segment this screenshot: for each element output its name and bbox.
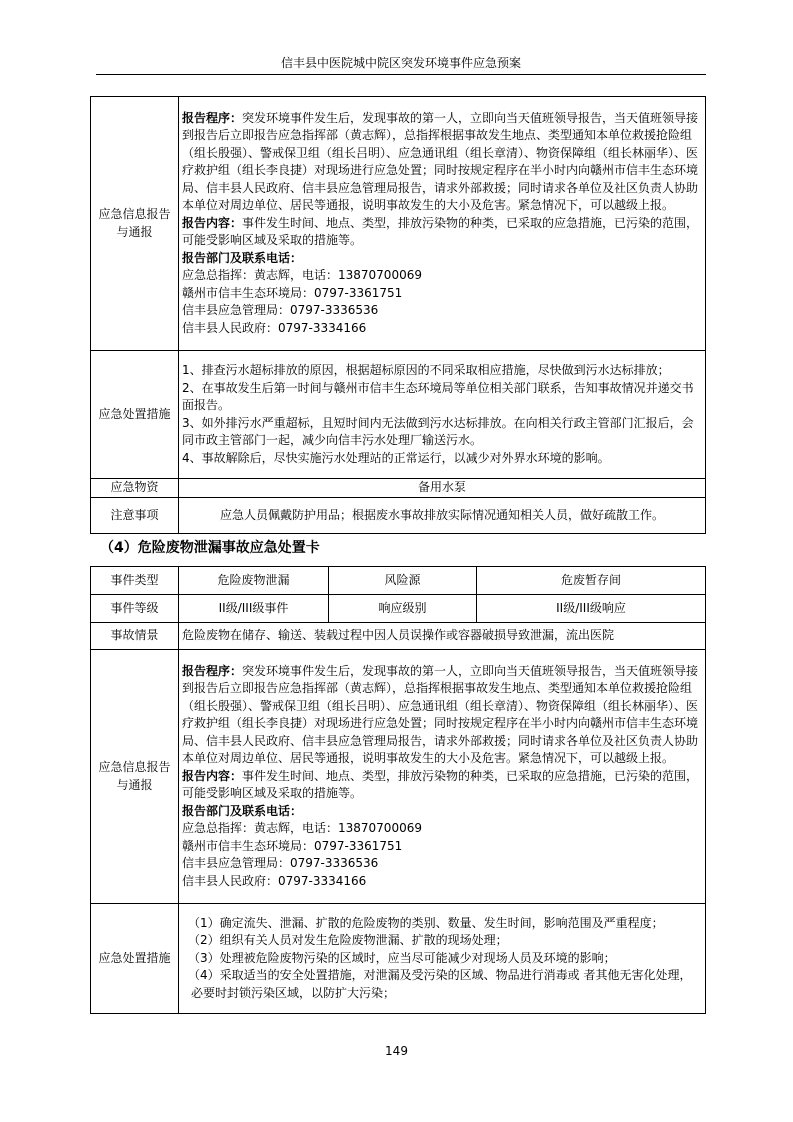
- measures-row: [91, 904, 706, 1014]
- procedure-text: 突发环境事件发生后，发现事故的第一人，立即向当天值班领导报告，当天值班领导接到报告后立即报告应急指挥部（黄志辉），总指挥根据事故发生地点、类型通知本单位救援抢险组（组长殷强）、警戒保卫组（组长吕明）、应急通讯组（组长章清）、物资保障组（组长林丽华）、医疗救护组（组长李良捷）对现场进行应急处置；同时按规定程序在半小时内向赣州市信丰生态环境局、信丰县人民政府、信丰县应急管理局报告，请求外部救援；同时请求各单位及社区负责人协助本单位对周边单位、居民等通报，说明事故发生的大小及危害。紧急情况下，可以越级上报。: [182, 663, 699, 766]
- procedure-paragraph: [182, 110, 702, 215]
- materials-label: 应急物资: [91, 479, 179, 498]
- measure-item: 3、如外排污水严重超标，且短时间内无法做到污水达标排放。在向相关行政主管部门汇报后，会同市政主管部门一起，减少向信丰污水处理厂输送污水。: [182, 415, 694, 447]
- risk-source-label: 风险源: [329, 567, 477, 595]
- notes-label: 注意事项: [91, 498, 179, 534]
- report-content: [179, 97, 706, 351]
- measures-row: [91, 351, 706, 479]
- measures-label: 应急处置措施: [91, 351, 179, 479]
- header-rule: [96, 74, 706, 75]
- notes-value: 应急人员佩戴防护用品；根据废水事故排放实际情况通知相关人员，做好疏散工作。: [179, 498, 706, 534]
- report-row: [91, 97, 706, 351]
- event-level-value: II级/III级事件: [179, 595, 329, 623]
- notes-row: [91, 498, 706, 534]
- scenario-row: [91, 623, 706, 650]
- content-title: 报告内容：: [182, 215, 243, 230]
- scenario-value: 危险废物在储存、输送、装载过程中因人员误操作或容器破损导致泄漏，流出医院: [179, 623, 706, 650]
- event-type-row: [91, 567, 706, 595]
- contact-line: 信丰县应急管理局：0797-3336536: [182, 856, 379, 871]
- hazardous-waste-card-table: [90, 566, 706, 1014]
- content-text: 事件发生时间、地点、类型，排放污染物的种类，已采取的应急措施，已污染的范围，可能受影响区域及采取的措施等。: [182, 215, 699, 248]
- contact-line: 信丰县人民政府：0797-3334166: [182, 320, 367, 335]
- response-level-value: II级/III级响应: [477, 595, 706, 623]
- report-label: 应急信息报告与通报: [91, 97, 179, 351]
- response-level-label: 响应级别: [329, 595, 477, 623]
- procedure-title: 报告程序：: [182, 110, 243, 125]
- wastewater-card-table: [90, 96, 706, 534]
- measure-item: （2）组织有关人员对发生危险废物泄漏、扩散的现场处理；: [188, 933, 508, 948]
- measure-item: （3）处理被危险废物污染的区域时，应当尽可能减少对现场人员及环境的影响；: [188, 950, 616, 965]
- measure-item: （1）确定流失、泄漏、扩散的危险废物的类别、数量、发生时间，影响范围及严重程度；: [188, 915, 664, 930]
- measure-item: 1、排查污水超标排放的原因，根据超标原因的不同采取相应措施，尽快做到污水达标排放；: [182, 363, 670, 377]
- event-type-label: 事件类型: [91, 567, 179, 595]
- content-paragraph: [182, 768, 702, 803]
- report-content: [179, 650, 706, 904]
- event-level-label: 事件等级: [91, 595, 179, 623]
- contact-line: 赣州市信丰生态环境局：0797-3361751: [182, 838, 403, 853]
- report-label: 应急信息报告与通报: [91, 650, 179, 904]
- event-type-value: 危险废物泄漏: [179, 567, 329, 595]
- content-paragraph: [182, 215, 702, 250]
- materials-row: [91, 479, 706, 498]
- contact-line: 信丰县应急管理局：0797-3336536: [182, 303, 379, 318]
- contact-line: 信丰县人民政府：0797-3334166: [182, 873, 367, 888]
- scenario-label: 事故情景: [91, 623, 179, 650]
- procedure-title: 报告程序：: [182, 663, 243, 678]
- dept-title: 报告部门及联系电话：: [182, 803, 303, 818]
- risk-source-value: 危废暂存间: [477, 567, 706, 595]
- report-row: [91, 650, 706, 904]
- measures-label: 应急处置措施: [91, 904, 179, 1014]
- measure-item: 4、事故解除后，尽快实施污水处理站的正常运行，以减少对外界水环境的影响。: [182, 450, 610, 465]
- content-text: 事件发生时间、地点、类型，排放污染物的种类，已采取的应急措施，已污染的范围，可能受影响区域及采取的措施等。: [182, 768, 699, 801]
- measure-item: 2、在事故发生后第一时间与赣州市信丰生态环境局等单位相关部门联系，告知事故情况并递交书面报告。: [182, 380, 694, 412]
- event-level-row: [91, 595, 706, 623]
- page-number: 149: [385, 1044, 408, 1058]
- measures-content: [179, 351, 706, 479]
- measure-item: （4）采取适当的安全处置措施，对泄漏及受污染的区域、物品进行消毒或 者其他无害化处理，必要时封锁污染区域，以防扩大污染；: [188, 968, 692, 1000]
- dept-title: 报告部门及联系电话：: [182, 250, 303, 265]
- procedure-paragraph: [182, 663, 702, 768]
- contact-line: 应急总指挥：黄志辉，电话：13870700069: [182, 268, 422, 283]
- procedure-text: 突发环境事件发生后，发现事故的第一人，立即向当天值班领导报告，当天值班领导接到报告后立即报告应急指挥部（黄志辉），总指挥根据事故发生地点、类型通知本单位救援抢险组（组长殷强）、警戒保卫组（组长吕明）、应急通讯组（组长章清）、物资保障组（组长林丽华）、医疗救护组（组长李良捷）对现场进行应急处置；同时按规定程序在半小时内向赣州市信丰生态环境局、信丰县人民政府、信丰县应急管理局报告，请求外部救援；同时请求各单位及社区负责人协助本单位对周边单位、居民等通报，说明事故发生的大小及危害。紧急情况下，可以越级上报。: [182, 110, 699, 213]
- measures-content: [179, 904, 706, 1014]
- contact-line: 赣州市信丰生态环境局：0797-3361751: [182, 285, 403, 300]
- page-header-title: 信丰县中医院城中院区突发环境事件应急预案: [280, 56, 521, 70]
- content-title: 报告内容：: [182, 768, 243, 783]
- section-heading: （4）危险废物泄漏事故应急处置卡: [100, 540, 320, 556]
- materials-value: 备用水泵: [179, 479, 706, 498]
- contact-line: 应急总指挥：黄志辉，电话：13870700069: [182, 821, 422, 836]
